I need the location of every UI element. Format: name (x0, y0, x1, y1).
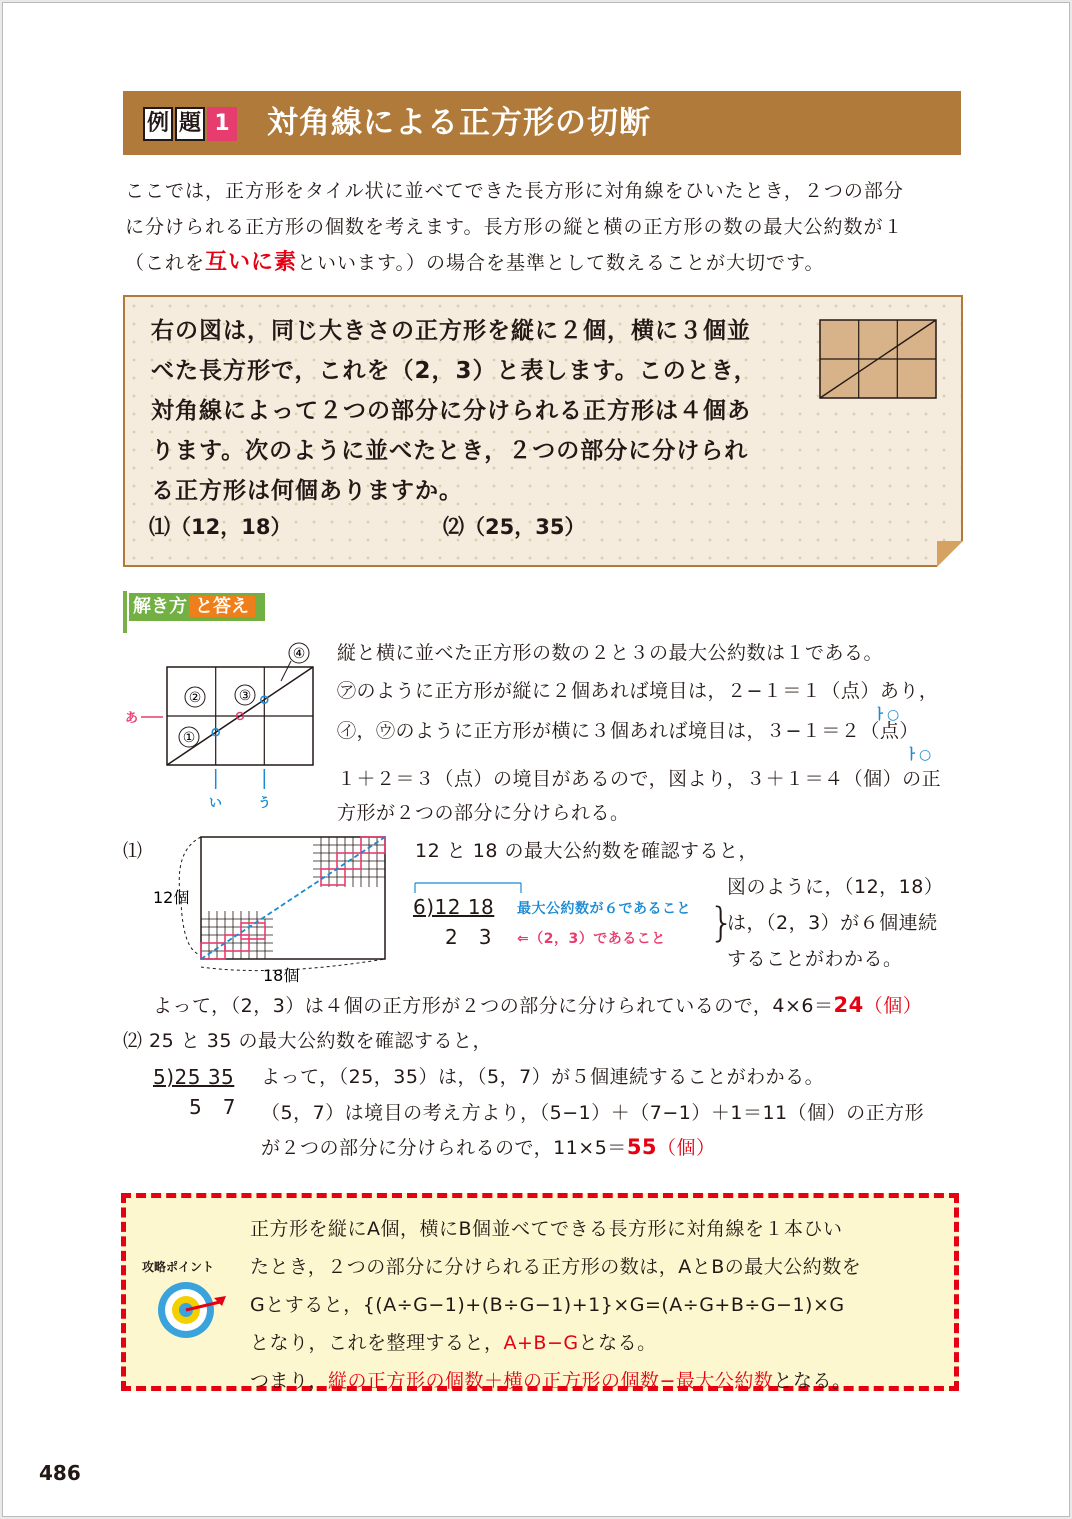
label-12: 12個 (153, 888, 190, 907)
formula-highlight: A+B−G (503, 1332, 579, 1354)
example-title-bar (123, 91, 961, 155)
region-label-4: ④ (292, 646, 306, 662)
problem-text (151, 311, 801, 511)
part1-conclusion: よって，（2，3）は４個の正方形が２つの部分に分けられているので，4×6＝24（個） (153, 993, 923, 1017)
problem-box (123, 295, 963, 567)
region-label-3: ③ (238, 688, 252, 704)
part1-right-3: することがわかる。 (727, 948, 903, 970)
intro-line: （これを互いに素といいます。）の場合を基準として数えることが大切です。 (125, 250, 825, 275)
note-gcd: 最大公約数が６であること (517, 901, 691, 917)
intro-line: に分けられる正方形の個数を考えます。長方形の縦と横の正方形の数の最大公約数が１ (125, 216, 904, 238)
part1-right-1: 図のように，（12，18） (727, 876, 944, 898)
rule-highlight: 縦の正方形の個数＋横の正方形の個数−最大公約数 (328, 1370, 774, 1392)
example-number: 1 (207, 107, 237, 141)
explain-line-3: ㋑，㋒のように正方形が横に３個あれば境目は，３−１＝２（点） (337, 720, 919, 742)
part2-right-1: よって，（25，35）は，（5，7）が５個連続することがわかる。 (261, 1066, 825, 1088)
example-label (143, 107, 239, 141)
division-bottom: 2 3 (445, 925, 492, 949)
marker-i: い (209, 796, 223, 811)
key-point-text (250, 1210, 950, 1400)
intro-line: ここでは，正方形をタイル状に並べてできた長方形に対角線をひいたとき，２つの部分 (125, 180, 904, 202)
part1-right-2: は，（2，3）が６個連続 (727, 912, 938, 934)
point-line: つまり，縦の正方形の個数＋横の正方形の個数−最大公約数となる。 (250, 1370, 852, 1392)
division2-bottom: 5 7 (189, 1095, 236, 1119)
marker-u: う (258, 796, 272, 811)
answer-2: 55 (626, 1135, 658, 1159)
problem-line: ります。次のように並べたとき，２つの部分に分けられ (151, 438, 749, 464)
note-mark: ㅏ○ (873, 707, 900, 723)
problem-line: 右の図は，同じ大きさの正方形を縦に２個，横に３個並 (151, 318, 751, 344)
label-char-2: 題 (175, 107, 205, 141)
grid-2x3-diagram (119, 639, 329, 815)
label-char-1: 例 (143, 107, 173, 141)
point-line: Gとすると，{(A÷G−1)+(B÷G−1)+1}×G=(A÷G+B÷G−1)×G (250, 1294, 845, 1316)
note-pair: ⇐（2，3）であること (517, 931, 666, 947)
key-point-box (121, 1193, 959, 1391)
part2-line-1: ⑵ 25 と 35 の最大公約数を確認すると， (123, 1030, 493, 1052)
note-mark: ㅏ○ (905, 747, 932, 763)
page-fold-corner (937, 541, 963, 567)
page-number: 486 (39, 1461, 81, 1485)
flag-pole (123, 591, 127, 633)
point-line: たとき，２つの部分に分けられる正方形の数は，AとBの最大公約数を (250, 1256, 862, 1278)
answer-1: 24 (833, 993, 864, 1017)
key-point-label: 攻略ポイント (142, 1260, 215, 1274)
example-title: 対角線による正方形の切断 (267, 105, 651, 141)
problem-line: 対角線によって２つの部分に分けられる正方形は４個あ (151, 398, 751, 424)
brace: } (709, 900, 735, 946)
region-label-1: ① (182, 730, 196, 746)
page (2, 2, 1070, 1517)
intro-paragraph (125, 173, 965, 281)
division-top: 6)12 18 (413, 895, 495, 919)
solution-flag: 解き方 と答え (129, 593, 265, 621)
explain-line-1: 縦と横に並べた正方形の数の２と３の最大公約数は１である。 (337, 642, 884, 664)
division2-top: 5)25 35 (153, 1065, 235, 1089)
problem-line: る正方形は何個ありますか。 (151, 478, 463, 504)
target-icon (156, 1278, 228, 1342)
explain-line-5: 方形が２つの部分に分けられる。 (337, 802, 630, 824)
problem-part-1: ⑴（12，18） (149, 515, 292, 539)
solution-tag (123, 591, 273, 623)
bracket-arrow (411, 881, 531, 895)
coprime-term: 互いに素 (205, 250, 298, 275)
problem-part-2: ⑵（25，35） (443, 515, 586, 539)
problem-line: べた長方形で，これを（2，3）と表します。このとき， (151, 358, 758, 384)
explain-line-4: １＋２＝３（点）の境目があるので，図より，３＋１＝４（個）の正 (337, 768, 942, 790)
point-line: となり，これを整理すると，A+B−Gとなる。 (250, 1332, 657, 1354)
rectangle-2x3-figure (819, 319, 937, 399)
marker-a: あ (125, 711, 139, 726)
explain-line-2: ㋐のように正方形が縦に２個あれば境目は，２−１＝１（点）あり， (337, 680, 939, 702)
part2-right-2: （5，7）は境目の考え方より，（5−1）＋（7−1）＋1＝11（個）の正方形 (261, 1102, 925, 1124)
point-line: 正方形を縦にA個，横にB個並べてできる長方形に対角線を１本ひい (250, 1218, 843, 1240)
part2-right-3: が２つの部分に分けられるので，11×5＝55（個） (261, 1135, 716, 1159)
region-label-2: ② (188, 690, 202, 706)
part1-line-1: 12 と 18 の最大公約数を確認すると， (415, 840, 758, 862)
part1-number: ⑴ (123, 840, 143, 862)
grid-12x18-diagram (153, 831, 393, 985)
label-18: 18個 (263, 966, 300, 985)
